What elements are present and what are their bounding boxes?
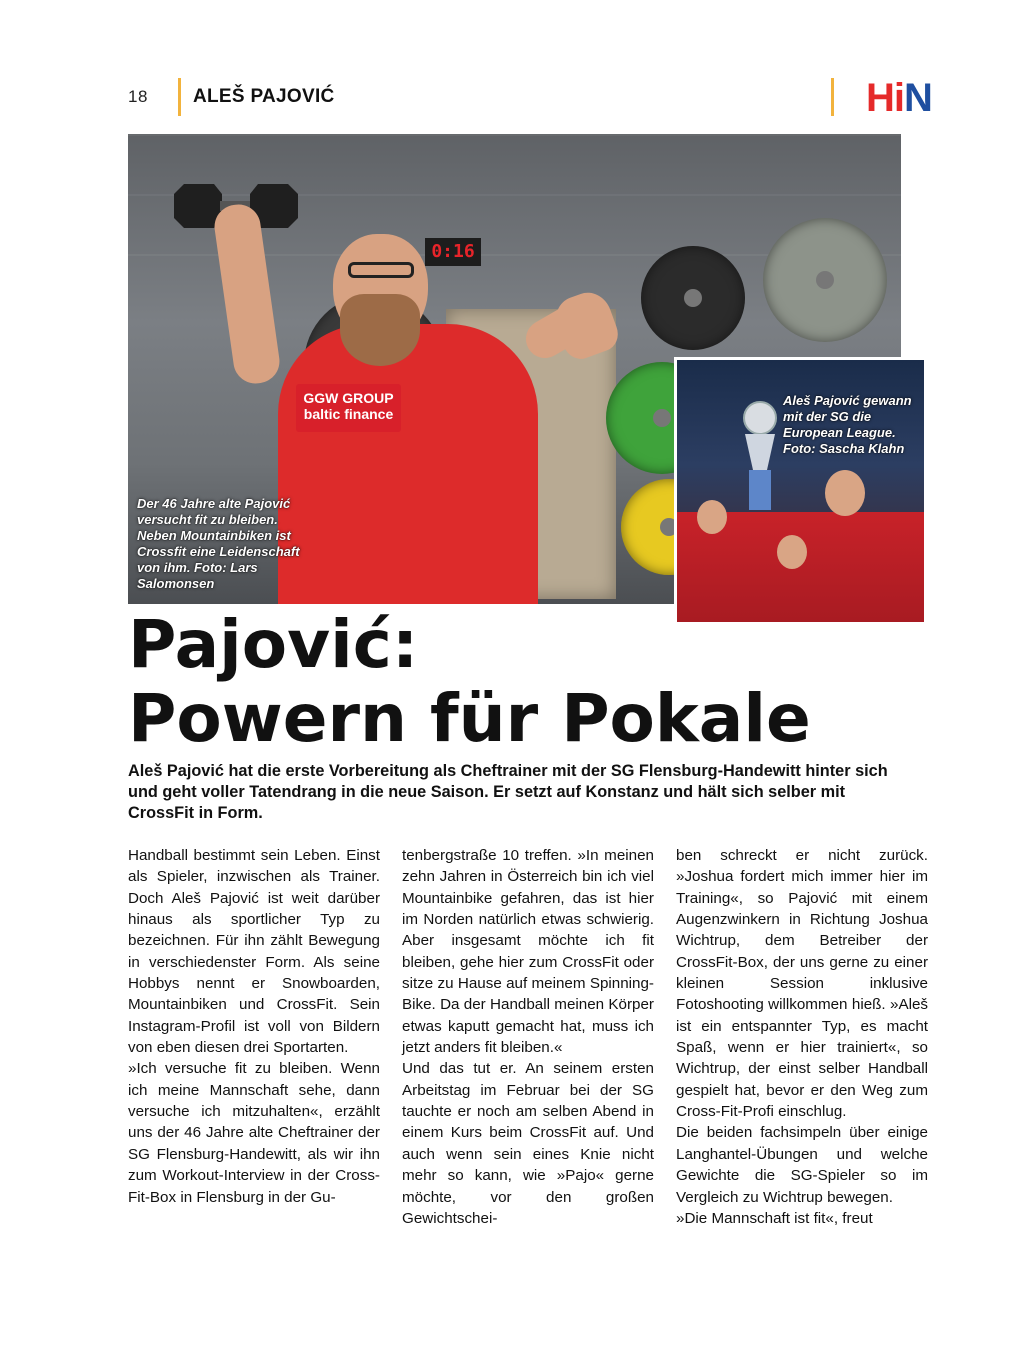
article-column-2 <box>402 845 654 1229</box>
page-number: 18 <box>128 87 148 106</box>
header-divider-right <box>831 78 834 116</box>
body-paragraph: Und das tut er. An seinem ersten Arbeitstag im Februar bei der SG tauchte er noch am selben Abend in einem Kurs beim CrossFit auf. Und auch wenn sein eines Knie nicht mehr so kann, wie »Pajo« gerne möchte, vor den großen Gewichtschei- <box>402 1060 654 1227</box>
body-paragraph: Handball bestimmt sein Leben. Einst als Spieler, inzwischen als Trainer. Doch Aleš Pajović ist weit darüber hinaus als sportlicher Typ zu bezeichnen. Für ihn zählt Bewegung in verschiedenster Form. Als seine Hobbys nennt er Snowboarden, Mountainbiken und CrossFit. Sein Instagram-Profil ist voll von Bildern von eben diesen drei Sportarten. <box>128 847 380 1057</box>
logo-part-n: N <box>904 76 932 120</box>
coach-head <box>825 470 865 516</box>
headline-line-1: Pajović: <box>128 606 419 683</box>
body-paragraph: Die beiden fachsimpeln über einige Langhantel-Übungen und welche Gewichte die SG-Spieler so im Vergleich zu Wichtrup bewegen. <box>676 1124 928 1206</box>
person-shirt <box>278 324 538 604</box>
logo-part-hi: Hi <box>866 76 904 120</box>
body-paragraph: »Die Mannschaft ist fit«, freut <box>676 1209 873 1227</box>
headline-line-2: Powern für Pokale <box>128 680 811 757</box>
inset-photo-caption: Aleš Pajović gewann mit der SG die European League. Foto: Sascha Klahn <box>783 393 912 456</box>
article-column-3 <box>676 845 928 1229</box>
main-photo-caption: Der 46 Jahre alte Pajović versucht fit zu bleiben. Neben Mountainbiken ist Crossfit eine Leidenschaft von ihm. Foto: Lars Salomonsen <box>137 496 300 591</box>
weight-plate-grey <box>763 218 887 342</box>
weight-plate-black <box>641 246 745 350</box>
publication-logo <box>866 78 932 118</box>
player-head <box>777 535 807 569</box>
section-title: ALEŠ PAJOVIĆ <box>193 86 335 107</box>
header-divider <box>178 78 181 116</box>
article-headline <box>128 608 811 756</box>
article-lead: Aleš Pajović hat die erste Vorbereitung als Cheftrainer mit der SG Flensburg-Handewitt hinter sich und geht voller Tatendrang in die neue Saison. Er setzt auf Konstanz und hält sich selber mit CrossFit in Form. <box>128 762 888 822</box>
player-head <box>697 500 727 534</box>
person-beard <box>340 294 420 366</box>
gym-clock: 0:16 <box>425 238 481 266</box>
body-paragraph: ben schreckt er nicht zurück. »Joshua fordert mich immer hier im Training«, so Pajović mit einem Augenzwinkern in Richtung Joshua Wichtrup, dem Betreiber der CrossFit-Box, der uns gerne zu einer kleinen Session inklusive Fotoshooting willkommen hieß. »Aleš ist ein entspannter Typ, es macht Spaß, wenn er hier trainiert«, so Wichtrup, der einst selber Handball gespielt hat, bevor er den Weg zum Cross-Fit-Profi einschlug. <box>676 847 928 1121</box>
body-paragraph: tenbergstraße 10 treffen. »In meinen zehn Jahren in Österreich bin ich viel Mountainbike gefahren, das ist hier im Norden natürlich etwas schwierig. Aber insgesamt möchte ich fit bleiben, gehe hier zum CrossFit oder sitze zu Hause auf meinem Spinning-Bike. Da der Handball meinen Körper etwas kaputt gemacht hat, muss ich jetzt anders fit bleiben.« <box>402 847 654 1057</box>
article-column-1 <box>128 845 380 1208</box>
body-paragraph: »Ich versuche fit zu bleiben. Wenn ich meine Mannschaft sehe, dann versuche ich mitzuhalten«, erzählt uns der 46 Jahre alte Cheftrainer der SG Flensburg-Handewitt, als wir ihn zum Workout-Interview in der Cross-Fit-Box in Flensburg in der Gu- <box>128 1060 380 1206</box>
shirt-sponsor-logo: GGW GROUP baltic finance <box>296 384 401 432</box>
trophy-icon <box>735 400 785 520</box>
glasses-icon <box>348 262 414 278</box>
